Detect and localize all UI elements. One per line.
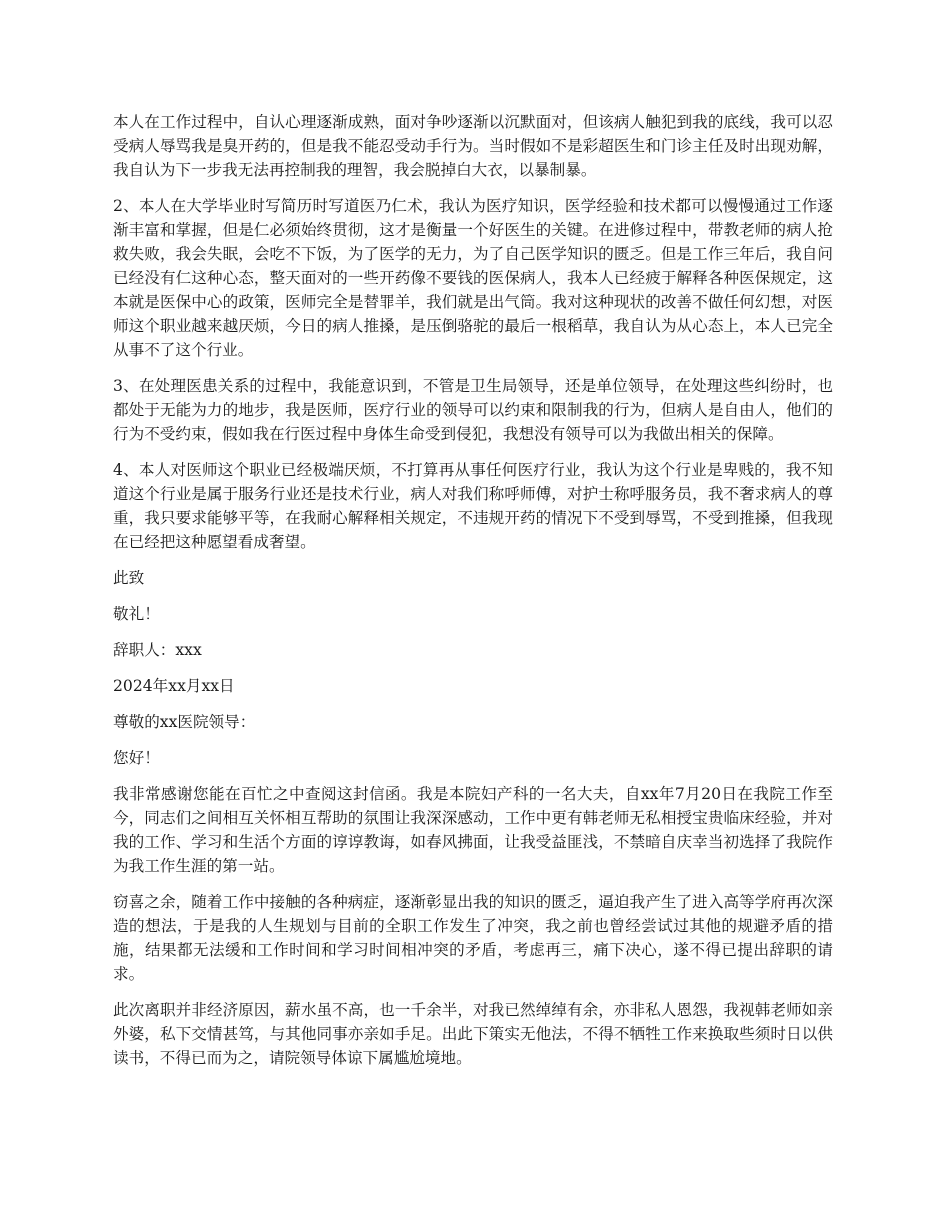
letter2-greeting: 您好！ <box>113 749 160 767</box>
letter2-paragraph-2: 窃喜之余，随着工作中接触的各种病症，逐渐彰显出我的知识的匮乏，逼迫我产生了进入高等学府再次深造的想法，于是我的人生规划与目前的全职工作发生了冲突，我之前也曾经尝试过其他的规避矛盾的措施，结果都无法缓和工作时间和学习时间相冲突的矛盾，考虑再三，痛下决心，遂不得已提出辞职的请求。 <box>113 893 833 983</box>
paragraph-intro: 本人在工作过程中，自认心理逐渐成熟，面对争吵逐渐以沉默面对，但该病人触犯到我的底线，我可以忍受病人辱骂我是臭开药的，但是我不能忍受动手行为。当时假如不是彩超医生和门诊主任及时出现劝解，我自认为下一步我无法再控制我的理智，我会脱掉白大衣，以暴制暴。 <box>113 113 833 179</box>
closing-jingli: 敬礼！ <box>113 605 160 623</box>
signer-line: 辞职人：xxx <box>113 641 202 659</box>
closing-zhici: 此致 <box>113 569 145 587</box>
letter2-salutation: 尊敬的xx医院领导： <box>113 713 256 731</box>
date-line: 2024年xx月xx日 <box>113 677 235 695</box>
letter2-paragraph-3: 此次离职并非经济原因，薪水虽不高，也一千余半，对我已然绰绰有余，亦非私人恩怨，我视韩老师如亲外婆，私下交情甚笃，与其他同事亦亲如手足。出此下策实无他法，不得不牺牲工作来换取些须时日以供读书，不得已而为之，请院领导体谅下属尴尬境地。 <box>113 1001 833 1067</box>
document-body <box>113 110 833 1082</box>
paragraph-point-2: 2、本人在大学毕业时写简历时写道医乃仁术，我认为医疗知识，医学经验和技术都可以慢慢通过工作逐渐丰富和掌握，但是仁必须始终贯彻，这才是衡量一个好医生的关键。在进修过程中，带教老师的病人抢救失败，我会失眠，会吃不下饭，为了医学的无力，为了自己医学知识的匮乏。但是工作三年后，我自问已经没有仁这种心态，整天面对的一些开药像不要钱的医保病人，我本人已经疲于解释各种医保规定，这本就是医保中心的政策，医师完全是替罪羊，我们就是出气筒。我对这种现状的改善不做任何幻想，对医师这个职业越来越厌烦，今日的病人推搡，是压倒骆驼的最后一根稻草，我自认为从心态上，本人已完全从事不了这个行业。 <box>113 197 833 359</box>
paragraph-point-4: 4、本人对医师这个职业已经极端厌烦，不打算再从事任何医疗行业，我认为这个行业是卑贱的，我不知道这个行业是属于服务行业还是技术行业，病人对我们称呼师傅，对护士称呼服务员，我不奢求病人的尊重，我只要求能够平等，在我耐心解释相关规定，不违规开药的情况下不受到辱骂，不受到推搡，但我现在已经把这种愿望看成奢望。 <box>113 461 833 551</box>
paragraph-point-3: 3、在处理医患关系的过程中，我能意识到，不管是卫生局领导，还是单位领导，在处理这些纠纷时，也都处于无能为力的地步，我是医师，医疗行业的领导可以约束和限制我的行为，但病人是自由人，他们的行为不受约束，假如我在行医过程中身体生命受到侵犯，我想没有领导可以为我做出相关的保障。 <box>113 377 833 443</box>
letter2-paragraph-1: 我非常感谢您能在百忙之中查阅这封信函。我是本院妇产科的一名大夫，自xx年7月20日在我院工作至今，同志们之间相互关怀相互帮助的氛围让我深深感动，工作中更有韩老师无私相授宝贵临床经验，并对我的工作、学习和生活个方面的谆谆教诲，如春风拂面，让我受益匪浅，不禁暗自庆幸当初选择了我院作为我工作生涯的第一站。 <box>113 785 833 875</box>
